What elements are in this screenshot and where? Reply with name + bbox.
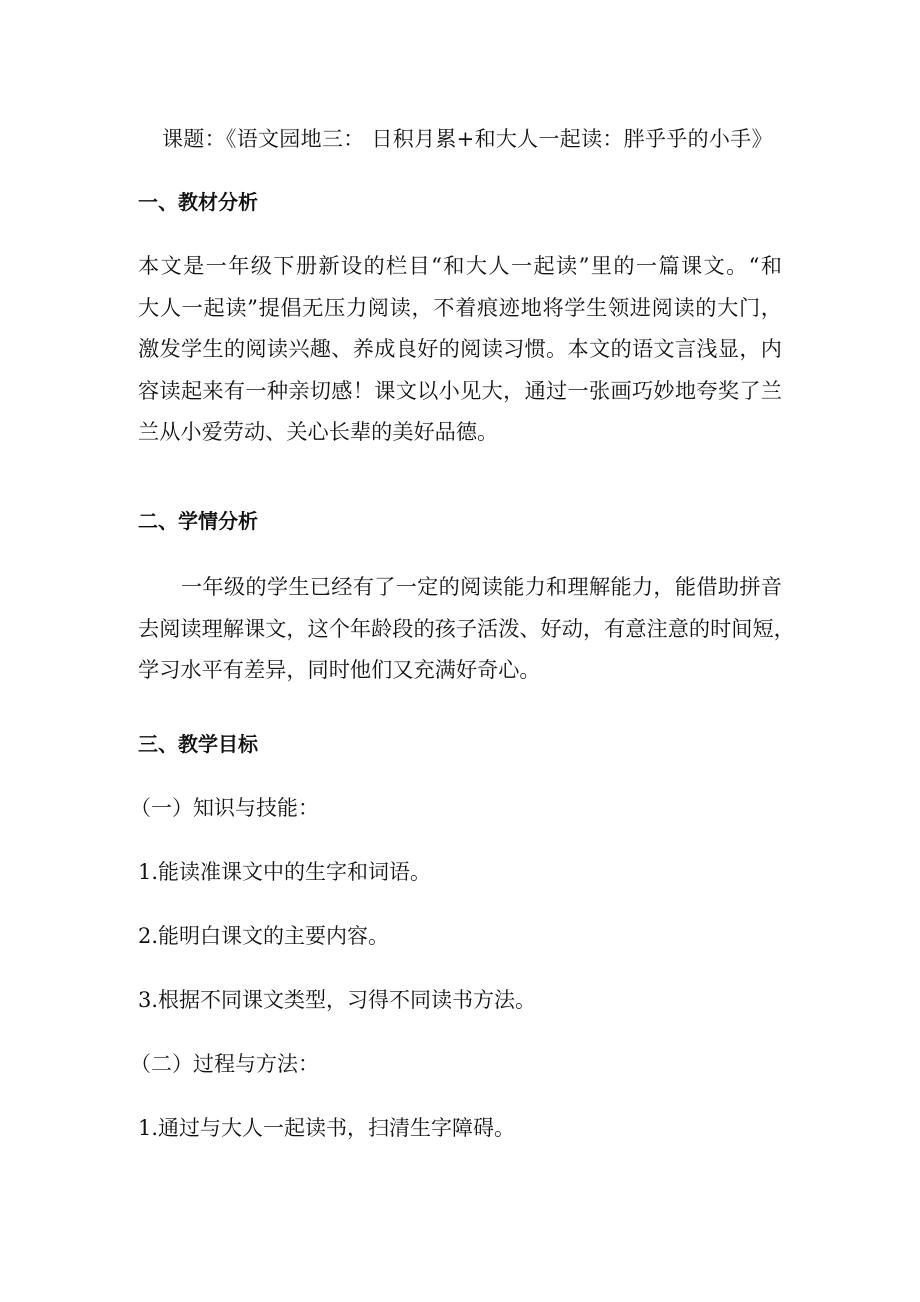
paragraph-line: 去阅读理解课文，这个年龄段的孩子活泼、好动，有意注意的时间短， (138, 615, 795, 641)
objective-item: 2.能明白课文的主要内容。 (138, 924, 390, 948)
section-heading-textbook-analysis: 一、教材分析 (138, 190, 258, 214)
objective-item: 1.能读准课文中的生字和词语。 (138, 860, 432, 884)
paragraph-line: 兰从小爱劳动、关心长辈的美好品德。 (138, 419, 499, 444)
paragraph-line: 激发学生的阅读兴趣、养成良好的阅读习惯。本文的语文言浅显，内 (138, 336, 782, 361)
subsection-label-knowledge-skills: （一）知识与技能： (130, 796, 319, 820)
paragraph-line: 容读起来有一种亲切感！课文以小见大，通过一张画巧妙地夸奖了兰 (138, 377, 782, 403)
paragraph-line: 大人一起读”提倡无压力阅读，不着痕迹地将学生领进阅读的大门， (138, 294, 782, 320)
paragraph-line: 学习水平有差异，同时他们又充满好奇心。 (138, 657, 541, 682)
objective-item: 3.根据不同课文类型，习得不同读书方法。 (138, 988, 537, 1012)
learner-analysis-paragraph (138, 566, 795, 691)
section-heading-learner-analysis: 二、学情分析 (138, 509, 258, 533)
subsection-label-process-methods: （二）过程与方法： (130, 1052, 319, 1076)
paragraph-line: 一年级的学生已经有了一定的阅读能力和理解能力，能借助拼音 (138, 574, 782, 599)
section-heading-teaching-objectives: 三、教学目标 (138, 732, 258, 756)
objective-item: 1.通过与大人一起读书，扫清生字障碍。 (138, 1116, 516, 1140)
textbook-analysis-paragraph (138, 245, 782, 453)
paragraph-line: 本文是一年级下册新设的栏目“和大人一起读”里的一篇课文。“和 (138, 253, 782, 278)
lesson-title: 课题：《语文园地三： 日积月累+和大人一起读：胖乎乎的小手》 (162, 127, 773, 151)
